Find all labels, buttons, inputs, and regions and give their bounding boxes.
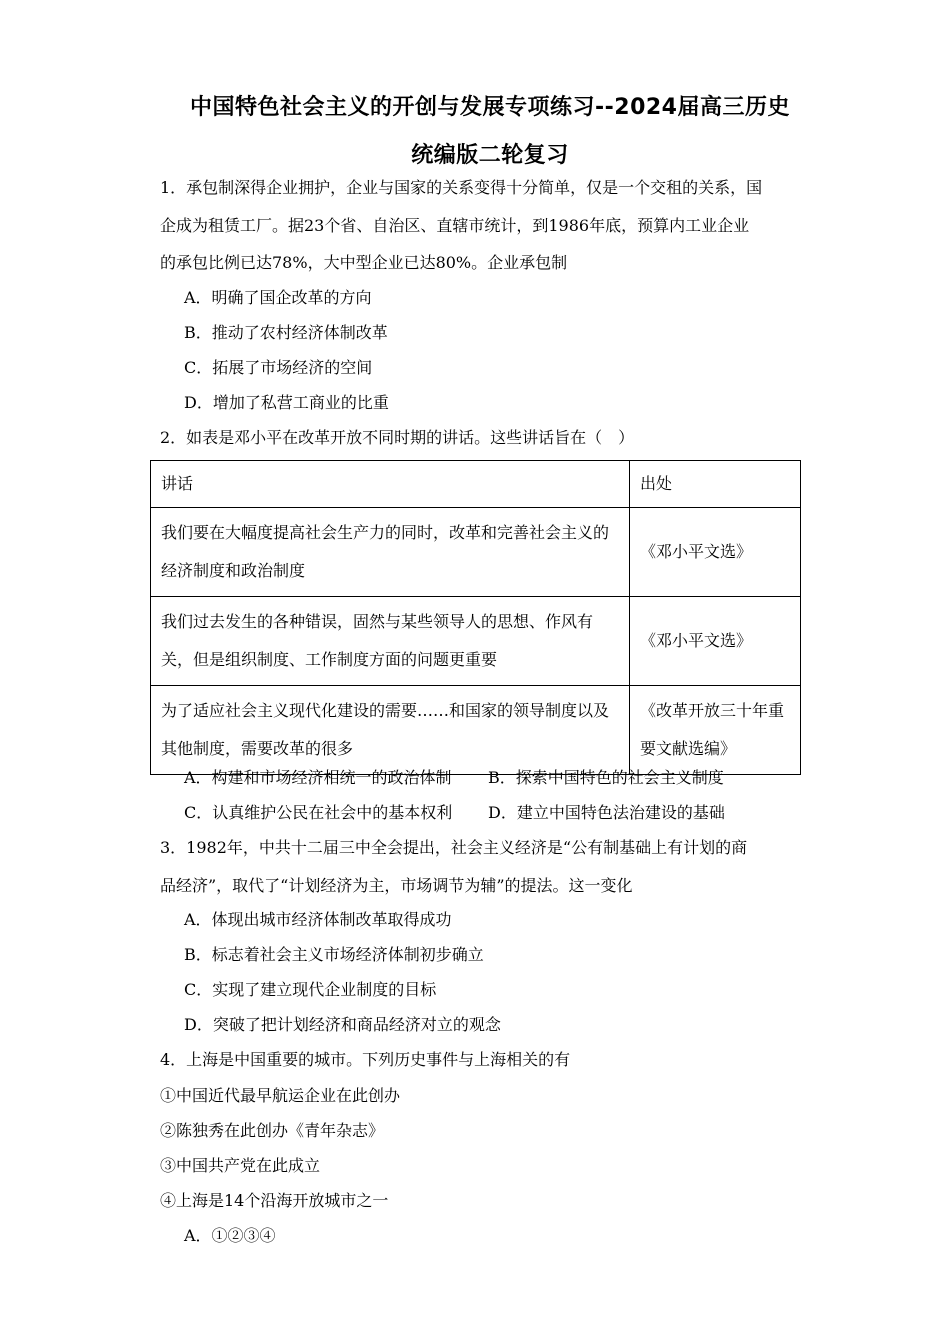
document-title-line-1: 中国特色社会主义的开创与发展专项练习--2024届高三历史 (190, 95, 790, 120)
q1-stem-line-1: 1．承包制深得企业拥护，企业与国家的关系变得十分简单，仅是一个交租的关系，国 (160, 178, 763, 197)
q2-stem: 2．如表是邓小平在改革开放不同时期的讲话。这些讲话旨在（ ） (160, 428, 635, 447)
table-cell-speech: 我们过去发生的各种错误，固然与某些领导人的思想、作风有关，但是组织制度、工作制度方面的问题更重要 (151, 597, 630, 686)
q3-option-d[interactable]: D．突破了把计划经济和商品经济对立的观念 (184, 1015, 501, 1034)
q1-stem-line-2: 企成为租赁工厂。据23个省、自治区、直辖市统计，到1986年底，预算内工业企业 (160, 216, 750, 235)
q3-option-c[interactable]: C．实现了建立现代企业制度的目标 (184, 980, 437, 999)
q1-stem-line-3: 的承包比例已达78%，大中型企业已达80%。企业承包制 (160, 253, 568, 272)
q3-option-a[interactable]: A．体现出城市经济体制改革取得成功 (184, 910, 452, 929)
document-title-line-2: 统编版二轮复习 (411, 143, 569, 168)
table-row (151, 508, 801, 597)
table-row (151, 686, 801, 775)
table-header-speech: 讲话 (151, 461, 630, 508)
q2-option-d[interactable]: D．建立中国特色法治建设的基础 (488, 803, 725, 822)
q4-item-3: ③中国共产党在此成立 (160, 1156, 321, 1175)
q3-stem-line-2: 品经济”，取代了“计划经济为主，市场调节为辅”的提法。这一变化 (160, 876, 633, 895)
q4-item-2: ②陈独秀在此创办《青年杂志》 (160, 1121, 385, 1140)
table-row (151, 597, 801, 686)
q4-item-1: ①中国近代最早航运企业在此创办 (160, 1086, 401, 1105)
q1-option-b[interactable]: B．推动了农村经济体制改革 (184, 323, 388, 342)
table-cell-source: 《改革开放三十年重要文献选编》 (630, 686, 801, 775)
q1-option-a[interactable]: A．明确了国企改革的方向 (184, 288, 372, 307)
q4-item-4: ④上海是14个沿海开放城市之一 (160, 1191, 389, 1210)
speech-table (150, 460, 801, 775)
q3-option-b[interactable]: B．标志着社会主义市场经济体制初步确立 (184, 945, 484, 964)
q1-option-c[interactable]: C．拓展了市场经济的空间 (184, 358, 373, 377)
q4-stem: 4．上海是中国重要的城市。下列历史事件与上海相关的有 (160, 1050, 571, 1069)
table-cell-source: 《邓小平文选》 (630, 508, 801, 597)
table-cell-speech: 我们要在大幅度提高社会生产力的同时，改革和完善社会主义的经济制度和政治制度 (151, 508, 630, 597)
q4-option-a[interactable]: A．①②③④ (184, 1226, 276, 1245)
q2-option-c[interactable]: C．认真维护公民在社会中的基本权利 (184, 803, 453, 822)
table-cell-speech: 为了适应社会主义现代化建设的需要……和国家的领导制度以及其他制度，需要改革的很多 (151, 686, 630, 775)
q2-option-b[interactable]: B．探索中国特色的社会主义制度 (488, 768, 724, 787)
q1-option-d[interactable]: D．增加了私营工商业的比重 (184, 393, 389, 412)
q3-stem-line-1: 3．1982年，中共十二届三中全会提出，社会主义经济是“公有制基础上有计划的商 (160, 838, 748, 857)
table-header-source: 出处 (630, 461, 801, 508)
table-cell-source: 《邓小平文选》 (630, 597, 801, 686)
table-header-row (151, 461, 801, 508)
q2-option-a[interactable]: A．构建和市场经济相统一的政治体制 (184, 768, 452, 787)
